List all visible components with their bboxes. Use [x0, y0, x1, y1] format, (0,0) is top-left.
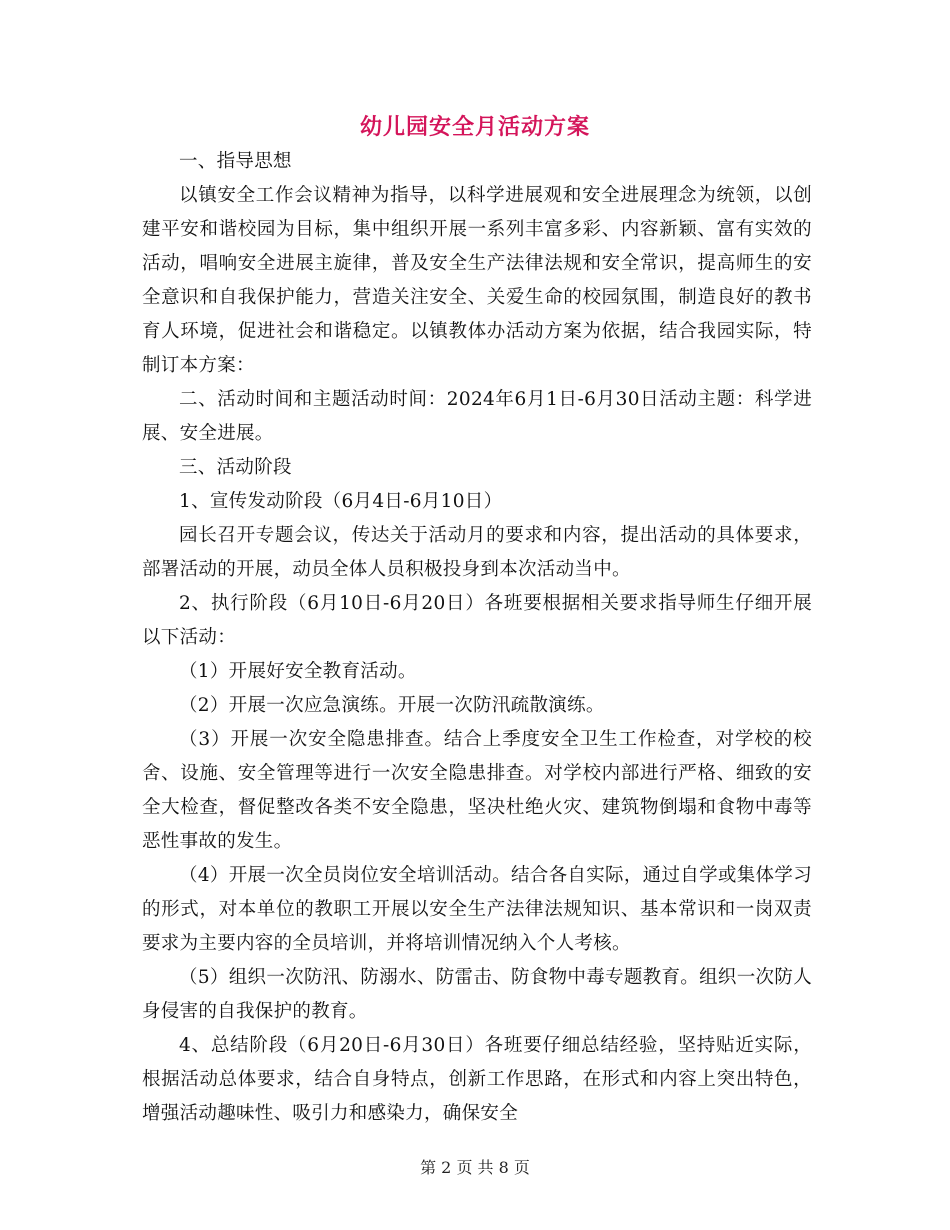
page-number-footer: 第 2 页 共 8 页: [420, 1158, 530, 1177]
paragraph-activity-1: （1）开展好安全教育活动。: [179, 661, 417, 682]
paragraph-stage-4: 4、总结阶段（6月20日-6月30日）各班要仔细总结经验，坚持贴近实际，根据活动总体要求，结合自身特点，创新工作思路，在形式和内容上突出特色，增强活动趣味性、吸引力和感染力，确保安全: [142, 1035, 812, 1124]
paragraph-section-3-heading: 三、活动阶段: [179, 457, 292, 478]
paragraph-activity-3: （3）开展一次安全隐患排查。结合上季度安全卫生工作检查，对学校的校舍、设施、安全管理等进行一次安全隐患排查。对学校内部进行严格、细致的安全大检查，督促整改各类不安全隐患，坚决杜绝火灾、建筑物倒塌和食物中毒等恶性事故的发生。: [142, 729, 812, 852]
paragraph-activity-5: （5）组织一次防汛、防溺水、防雷击、防食物中毒专题教育。组织一次防人身侵害的自我保护的教育。: [142, 967, 812, 1022]
paragraph-activity-4: （4）开展一次全员岗位安全培训活动。结合各自实际，通过自学或集体学习的形式，对本单位的教职工开展以安全生产法律法规知识、基本常识和一岗双责要求为主要内容的全员培训，并将培训情况纳入个人考核。: [142, 865, 812, 954]
paragraph-section-1-heading: 一、指导思想: [179, 151, 292, 172]
paragraph-stage-1-heading: 1、宣传发动阶段（6月4日-6月10日）: [179, 491, 503, 512]
paragraph-time-and-theme: 二、活动时间和主题活动时间：2024年6月1日-6月30日活动主题：科学进展、安全进展。: [142, 389, 812, 444]
paragraph-guiding-ideology: 以镇安全工作会议精神为指导，以科学进展观和安全进展理念为统领，以创建平安和谐校园为目标，集中组织开展一系列丰富多彩、内容新颖、富有实效的活动，唱响安全进展主旋律，普及安全生产法律法规和安全常识，提高师生的安全意识和自我保护能力，营造关注安全、关爱生命的校园氛围，制造良好的教书育人环境，促进社会和谐稳定。以镇教体办活动方案为依据，结合我园实际，特制订本方案：: [142, 185, 812, 376]
paragraph-stage-1-body: 园长召开专题会议，传达关于活动月的要求和内容，提出活动的具体要求，部署活动的开展，动员全体人员积极投身到本次活动当中。: [142, 525, 812, 580]
document-body: [142, 145, 812, 1131]
paragraph-activity-2: （2）开展一次应急演练。开展一次防汛疏散演练。: [179, 695, 605, 716]
document-title: 幼儿园安全月活动方案: [359, 114, 590, 140]
paragraph-stage-2: 2、执行阶段（6月10日-6月20日）各班要根据相关要求指导师生仔细开展以下活动：: [142, 593, 812, 648]
